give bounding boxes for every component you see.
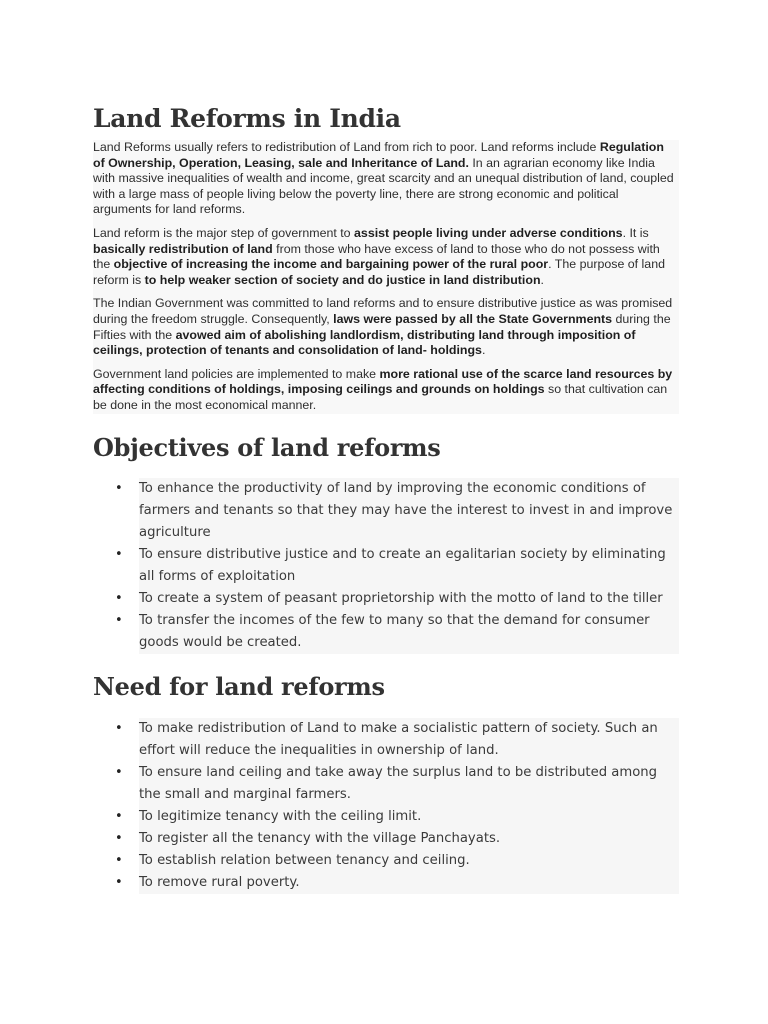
bullet-icon: • — [115, 481, 123, 497]
list-item: • To legitimize tenancy with the ceiling limit. — [93, 806, 679, 828]
intro-paragraph-2: Land reform is the major step of government to assist people living under adverse conditions. It is basically redistribution of land from those who have excess of land to those who do not possess with the objective of increasing the income and bargaining power of the rural poor. The purpose of land reform is to help weaker section of society and do justice in land distribution. — [93, 225, 665, 287]
intro-paragraph-3: The Indian Government was committed to land reforms and to ensure distributive justice as was promised during the freedom struggle. Consequently, laws were passed by all the State Governments during the Fifties with the avowed aim of abolishing landlordism, distributing land through imposition of ceilings, protection of tenants and consolidation of land- holdings. — [93, 296, 673, 358]
intro-paragraph-1: Land Reforms usually refers to redistribution of Land from rich to poor. Land reforms include Regulation of Ownership, Operation, Leasing, sale and Inheritance of Land. In an agrarian economy like India with massive inequalities of wealth and income, great scarcity and an unequal distribution of land, coupled with a large mass of people living below the poverty line, there are strong economic and political arguments for land reforms. — [93, 140, 674, 217]
bullet-icon: • — [115, 831, 123, 847]
list-item: • To enhance the productivity of land by improving the economic conditions of farmers and tenants so that they may have the interest to invest in and improve agriculture — [93, 478, 679, 544]
list-item: • To ensure distributive justice and to create an egalitarian society by eliminating all forms of exploitation — [93, 544, 679, 588]
bullet-icon: • — [115, 547, 123, 563]
list-item: • To remove rural poverty. — [93, 872, 679, 894]
objectives-list — [93, 478, 679, 654]
intro-section — [93, 140, 679, 414]
list-item: • To establish relation between tenancy and ceiling. — [93, 850, 679, 872]
need-heading: Need for land reforms — [93, 672, 385, 702]
document-page — [93, 104, 679, 894]
bullet-icon: • — [115, 613, 123, 629]
list-item: • To ensure land ceiling and take away the surplus land to be distributed among the small and marginal farmers. — [93, 762, 679, 806]
objectives-heading: Objectives of land reforms — [93, 432, 441, 462]
list-item: • To transfer the incomes of the few to many so that the demand for consumer goods would be created. — [93, 610, 679, 654]
bullet-icon: • — [115, 853, 123, 869]
page-title: Land Reforms in India — [93, 104, 401, 133]
list-item: • To register all the tenancy with the village Panchayats. — [93, 828, 679, 850]
list-item: • To create a system of peasant proprietorship with the motto of land to the tiller — [93, 588, 679, 610]
bullet-icon: • — [115, 721, 123, 737]
bullet-icon: • — [115, 875, 123, 891]
intro-paragraph-4: Government land policies are implemented to make more rational use of the scarce land resources by affecting conditions of holdings, imposing ceilings and grounds on holdings so that cultivation can be done in the most economical manner. — [93, 366, 673, 412]
bullet-icon: • — [115, 809, 123, 825]
need-list — [93, 718, 679, 894]
bullet-icon: • — [115, 765, 123, 781]
bullet-icon: • — [115, 591, 123, 607]
list-item: • To make redistribution of Land to make a socialistic pattern of society. Such an effort will reduce the inequalities in ownership of land. — [93, 718, 679, 762]
